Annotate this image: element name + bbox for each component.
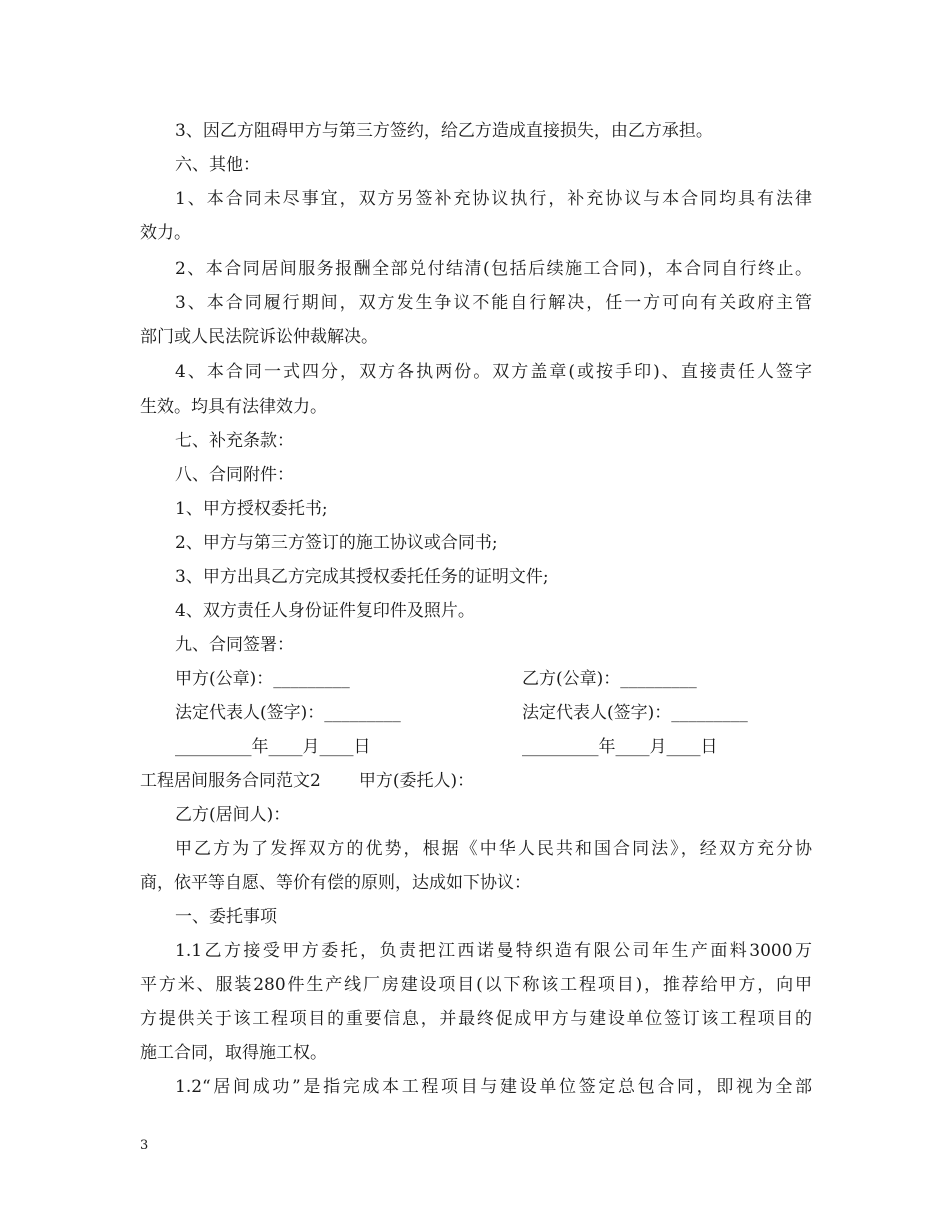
section-heading: 九、合同签署： <box>175 635 294 655</box>
clause-text: 平方米、服装280件生产线厂房建设项目(以下称该工程项目)，推荐给甲方，向甲 <box>140 975 812 995</box>
contract-title-line <box>140 764 474 798</box>
clause-text: 效力。 <box>140 223 191 243</box>
attachment-item: 1、甲方授权委托书; <box>175 499 328 519</box>
attachment-item: 3、甲方出具乙方完成其授权委托任务的证明文件; <box>175 567 549 587</box>
clause-text: 生效。均具有法律效力。 <box>140 397 327 417</box>
clause-text: 3、本合同履行期间，双方发生争议不能自行解决，任一方可向有关政府主管 <box>175 293 812 313</box>
clause-text: 方提供关于该工程项目的重要信息，并最终促成甲方与建设单位签订该工程项目的 <box>140 1009 812 1029</box>
party-b-label: 乙方(居间人)： <box>175 805 291 825</box>
attachment-item: 4、双方责任人身份证件复印件及照片。 <box>175 601 475 621</box>
preamble-text: 甲乙方为了发挥双方的优势，根据《中华人民共和国合同法》，经双方充分协 <box>175 839 812 859</box>
clause-text: 1、本合同未尽事宜，双方另签补充协议执行，补充协议与本合同均具有法律 <box>175 189 812 209</box>
clause-text: 部门或人民法院诉讼仲裁解决。 <box>140 327 378 347</box>
party-a-date-field: _________年____月____日 <box>175 737 371 757</box>
preamble-text: 商，依平等自愿、等价有偿的原则，达成如下协议： <box>140 873 531 893</box>
clause-text: 1.1乙方接受甲方委托，负责把江西诺曼特织造有限公司年生产面料3000万 <box>175 941 812 961</box>
party-b-rep-signature-field: 法定代表人(签字)：_________ <box>522 703 748 723</box>
clause-text: 3、因乙方阻碍甲方与第三方签约，给乙方造成直接损失，由乙方承担。 <box>175 121 713 141</box>
party-a-seal-field: 甲方(公章)：_________ <box>175 669 350 689</box>
contract-title: 工程居间服务合同范文2 <box>140 771 321 791</box>
party-b-seal-field: 乙方(公章)：_________ <box>522 669 697 689</box>
clause-text: 2、本合同居间服务报酬全部兑付结清(包括后续施工合同)，本合同自行终止。 <box>175 259 812 279</box>
section-heading: 七、补充条款： <box>175 431 294 451</box>
clause-text: 施工合同，取得施工权。 <box>140 1043 327 1063</box>
party-a-rep-signature-field: 法定代表人(签字)：_________ <box>175 703 401 723</box>
clause-text: 1.2“居间成功”是指完成本工程项目与建设单位签定总包合同，即视为全部 <box>175 1077 812 1097</box>
section-heading: 一、委托事项 <box>175 907 277 927</box>
party-a-label: 甲方(委托人)： <box>358 771 475 791</box>
section-heading: 八、合同附件： <box>175 465 294 485</box>
page-number: 3 <box>140 1138 149 1153</box>
party-b-date-field: _________年____月____日 <box>522 737 718 757</box>
section-heading: 六、其他： <box>175 155 260 175</box>
attachment-item: 2、甲方与第三方签订的施工协议或合同书; <box>175 533 498 553</box>
clause-text: 4、本合同一式四分，双方各执两份。双方盖章(或按手印)、直接责任人签字 <box>175 362 812 382</box>
